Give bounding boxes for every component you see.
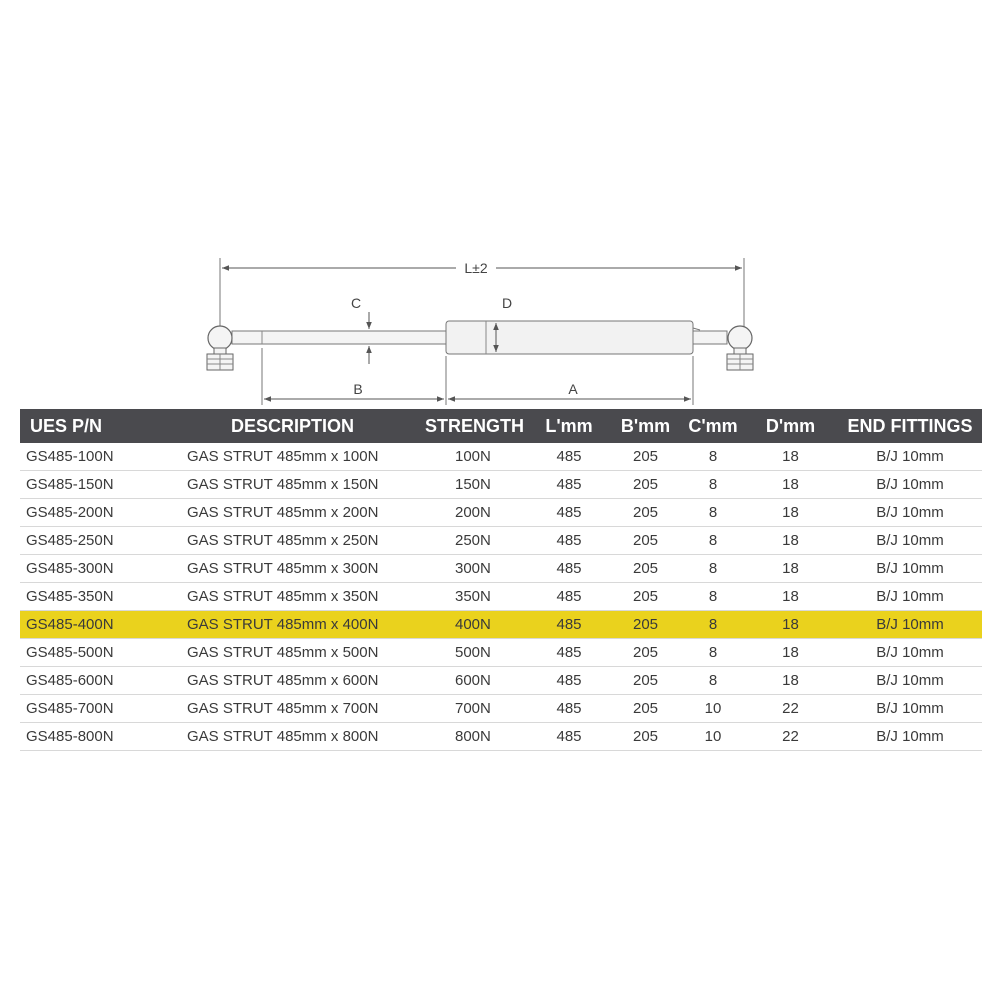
cell-b-mm: 205 bbox=[608, 695, 683, 723]
cell-description: GAS STRUT 485mm x 250N bbox=[175, 527, 420, 555]
table-row bbox=[20, 639, 982, 667]
cell-d-mm: 22 bbox=[743, 695, 838, 723]
table-row bbox=[20, 667, 982, 695]
cell-b-mm: 205 bbox=[608, 583, 683, 611]
cell-b-mm: 205 bbox=[608, 471, 683, 499]
cell-part-number: GS485-300N bbox=[20, 555, 175, 583]
table-row bbox=[20, 471, 982, 499]
header-part-number: UES P/N bbox=[20, 409, 175, 443]
right-ball-joint-fitting bbox=[727, 326, 753, 370]
cell-description: GAS STRUT 485mm x 800N bbox=[175, 723, 420, 751]
cell-part-number: GS485-400N bbox=[20, 611, 175, 639]
cell-part-number: GS485-600N bbox=[20, 667, 175, 695]
table-header-row bbox=[20, 409, 982, 443]
cell-c-mm: 8 bbox=[683, 667, 743, 695]
cell-c-mm: 8 bbox=[683, 443, 743, 471]
cell-b-mm: 205 bbox=[608, 667, 683, 695]
table-row bbox=[20, 555, 982, 583]
cell-end-fittings: B/J 10mm bbox=[838, 471, 982, 499]
overall-length-label: L±2 bbox=[464, 260, 488, 276]
cell-part-number: GS485-150N bbox=[20, 471, 175, 499]
label-b: B bbox=[353, 381, 363, 397]
strut-rod bbox=[232, 331, 448, 344]
header-l-mm: L'mm bbox=[530, 409, 608, 443]
cell-part-number: GS485-100N bbox=[20, 443, 175, 471]
cell-strength: 800N bbox=[420, 723, 530, 751]
cell-strength: 150N bbox=[420, 471, 530, 499]
cell-b-mm: 205 bbox=[608, 443, 683, 471]
cell-d-mm: 18 bbox=[743, 527, 838, 555]
table-row-highlighted bbox=[20, 611, 982, 639]
cell-end-fittings: B/J 10mm bbox=[838, 611, 982, 639]
cell-b-mm: 205 bbox=[608, 527, 683, 555]
cell-strength: 700N bbox=[420, 695, 530, 723]
cell-c-mm: 10 bbox=[683, 695, 743, 723]
cell-b-mm: 205 bbox=[608, 499, 683, 527]
table-body bbox=[20, 443, 982, 751]
cell-l-mm: 485 bbox=[530, 527, 608, 555]
cell-d-mm: 18 bbox=[743, 555, 838, 583]
specification-table bbox=[20, 409, 982, 751]
cell-c-mm: 8 bbox=[683, 639, 743, 667]
cell-l-mm: 485 bbox=[530, 583, 608, 611]
cell-b-mm: 205 bbox=[608, 611, 683, 639]
table-row bbox=[20, 723, 982, 751]
cell-description: GAS STRUT 485mm x 350N bbox=[175, 583, 420, 611]
cell-l-mm: 485 bbox=[530, 471, 608, 499]
cell-c-mm: 8 bbox=[683, 527, 743, 555]
cell-l-mm: 485 bbox=[530, 695, 608, 723]
cell-part-number: GS485-350N bbox=[20, 583, 175, 611]
label-a: A bbox=[568, 381, 578, 397]
cell-end-fittings: B/J 10mm bbox=[838, 499, 982, 527]
cell-b-mm: 205 bbox=[608, 639, 683, 667]
cell-description: GAS STRUT 485mm x 400N bbox=[175, 611, 420, 639]
cell-description: GAS STRUT 485mm x 150N bbox=[175, 471, 420, 499]
cell-strength: 100N bbox=[420, 443, 530, 471]
table-row bbox=[20, 443, 982, 471]
header-d-mm: D'mm bbox=[743, 409, 838, 443]
header-c-mm: C'mm bbox=[683, 409, 743, 443]
table-row bbox=[20, 583, 982, 611]
cell-end-fittings: B/J 10mm bbox=[838, 723, 982, 751]
header-strength: STRENGTH bbox=[420, 409, 530, 443]
cell-end-fittings: B/J 10mm bbox=[838, 583, 982, 611]
cell-d-mm: 18 bbox=[743, 583, 838, 611]
cell-description: GAS STRUT 485mm x 500N bbox=[175, 639, 420, 667]
cell-d-mm: 18 bbox=[743, 443, 838, 471]
cell-description: GAS STRUT 485mm x 200N bbox=[175, 499, 420, 527]
cell-l-mm: 485 bbox=[530, 611, 608, 639]
cell-l-mm: 485 bbox=[530, 639, 608, 667]
cell-end-fittings: B/J 10mm bbox=[838, 695, 982, 723]
cell-end-fittings: B/J 10mm bbox=[838, 667, 982, 695]
cell-description: GAS STRUT 485mm x 300N bbox=[175, 555, 420, 583]
cell-strength: 600N bbox=[420, 667, 530, 695]
cell-l-mm: 485 bbox=[530, 555, 608, 583]
cell-d-mm: 18 bbox=[743, 667, 838, 695]
cell-part-number: GS485-250N bbox=[20, 527, 175, 555]
cell-part-number: GS485-500N bbox=[20, 639, 175, 667]
cell-l-mm: 485 bbox=[530, 443, 608, 471]
cell-end-fittings: B/J 10mm bbox=[838, 555, 982, 583]
cell-part-number: GS485-700N bbox=[20, 695, 175, 723]
rod-diameter-dimension bbox=[351, 295, 369, 364]
cell-d-mm: 18 bbox=[743, 611, 838, 639]
cell-strength: 250N bbox=[420, 527, 530, 555]
cell-strength: 500N bbox=[420, 639, 530, 667]
cell-c-mm: 8 bbox=[683, 583, 743, 611]
cell-b-mm: 205 bbox=[608, 723, 683, 751]
cell-d-mm: 18 bbox=[743, 499, 838, 527]
cell-c-mm: 8 bbox=[683, 499, 743, 527]
cell-description: GAS STRUT 485mm x 600N bbox=[175, 667, 420, 695]
cell-description: GAS STRUT 485mm x 100N bbox=[175, 443, 420, 471]
cell-description: GAS STRUT 485mm x 700N bbox=[175, 695, 420, 723]
cell-strength: 300N bbox=[420, 555, 530, 583]
cell-l-mm: 485 bbox=[530, 499, 608, 527]
dimension-a bbox=[448, 356, 693, 405]
overall-length-dimension bbox=[220, 258, 744, 330]
cell-b-mm: 205 bbox=[608, 555, 683, 583]
strut-cylinder bbox=[446, 321, 727, 354]
cell-end-fittings: B/J 10mm bbox=[838, 443, 982, 471]
table-row bbox=[20, 499, 982, 527]
cell-end-fittings: B/J 10mm bbox=[838, 639, 982, 667]
cell-c-mm: 10 bbox=[683, 723, 743, 751]
label-d: D bbox=[501, 295, 513, 311]
header-description: DESCRIPTION bbox=[175, 409, 420, 443]
cell-d-mm: 18 bbox=[743, 639, 838, 667]
label-c: C bbox=[350, 295, 362, 311]
cell-end-fittings: B/J 10mm bbox=[838, 527, 982, 555]
cell-strength: 350N bbox=[420, 583, 530, 611]
cell-strength: 200N bbox=[420, 499, 530, 527]
cell-l-mm: 485 bbox=[530, 667, 608, 695]
left-ball-joint-fitting bbox=[207, 326, 233, 370]
cell-l-mm: 485 bbox=[530, 723, 608, 751]
dimension-b bbox=[262, 348, 446, 405]
cell-part-number: GS485-800N bbox=[20, 723, 175, 751]
cell-strength: 400N bbox=[420, 611, 530, 639]
table-row bbox=[20, 695, 982, 723]
header-b-mm: B'mm bbox=[608, 409, 683, 443]
cell-d-mm: 18 bbox=[743, 471, 838, 499]
header-end-fittings: END FITTINGS bbox=[838, 409, 982, 443]
cell-part-number: GS485-200N bbox=[20, 499, 175, 527]
table-row bbox=[20, 527, 982, 555]
cell-c-mm: 8 bbox=[683, 611, 743, 639]
gas-strut-diagram bbox=[0, 0, 1000, 410]
cell-d-mm: 22 bbox=[743, 723, 838, 751]
cell-c-mm: 8 bbox=[683, 471, 743, 499]
cell-c-mm: 8 bbox=[683, 555, 743, 583]
